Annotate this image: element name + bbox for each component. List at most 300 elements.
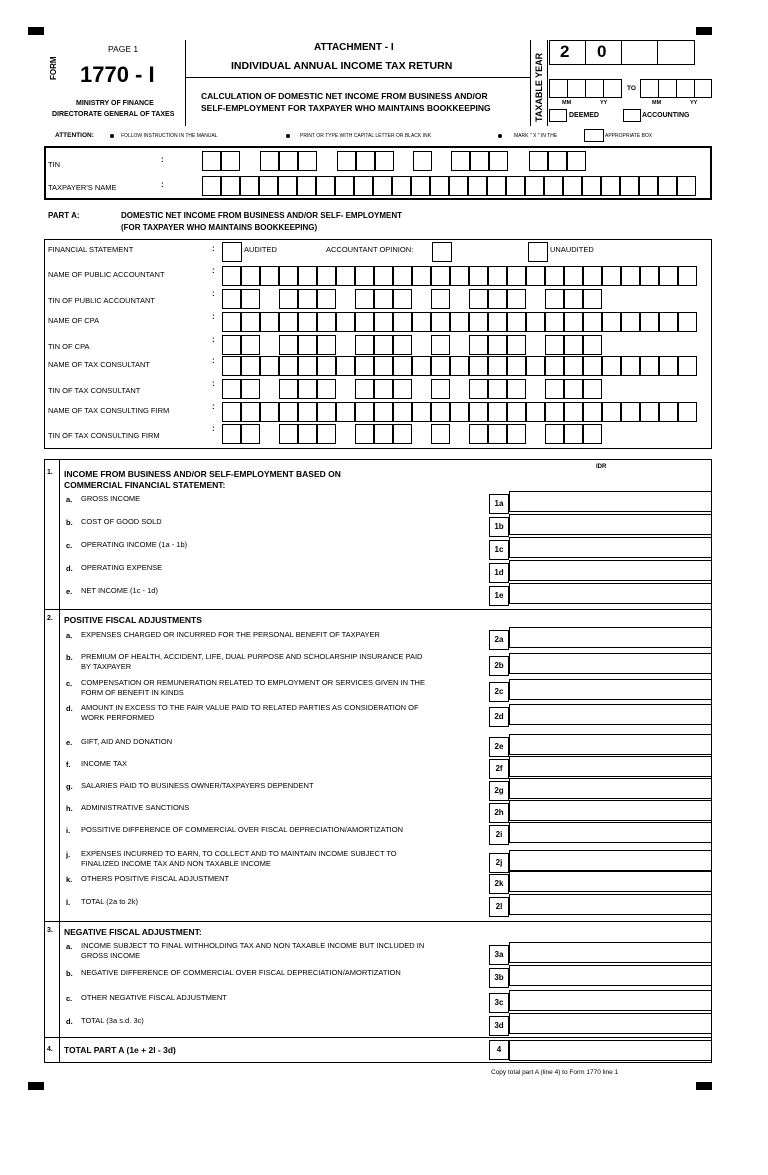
name-char-box[interactable] xyxy=(335,176,354,196)
tin-digit-box[interactable] xyxy=(489,151,508,171)
amount-field[interactable] xyxy=(509,800,712,821)
name-char-box[interactable] xyxy=(621,402,640,422)
amount-field[interactable] xyxy=(509,990,712,1011)
tin-digit-box[interactable] xyxy=(507,424,526,444)
to-label: TO xyxy=(627,85,636,92)
tin-digit-box[interactable] xyxy=(221,151,240,171)
name-char-box[interactable] xyxy=(602,402,621,422)
name-char-box[interactable] xyxy=(221,176,240,196)
item-letter: d. xyxy=(66,704,73,713)
name-char-box[interactable] xyxy=(620,176,639,196)
part-a-title-line-1: DOMESTIC NET INCOME FROM BUSINESS AND/OR SELF- EMPLOYMENT xyxy=(121,211,403,220)
name-char-box[interactable] xyxy=(449,176,468,196)
name-char-box[interactable] xyxy=(469,402,488,422)
name-char-box[interactable] xyxy=(241,402,260,422)
amount-field[interactable] xyxy=(509,537,712,558)
name-char-box[interactable] xyxy=(677,176,696,196)
deemed-label: DEEMED xyxy=(569,112,599,119)
name-char-box[interactable] xyxy=(222,266,241,286)
item-description: ADMINISTRATIVE SANCTIONS xyxy=(81,803,190,812)
name-char-box[interactable] xyxy=(316,176,335,196)
tin-digit-box[interactable] xyxy=(279,335,298,355)
name-char-box[interactable] xyxy=(488,312,507,332)
tin-digit-box[interactable] xyxy=(279,379,298,399)
item-description: AMOUNT IN EXCESS TO THE FAIR VALUE PAID TO RELATED PARTIES AS CONSIDERATION OF xyxy=(81,703,419,712)
name-char-box[interactable] xyxy=(259,176,278,196)
name-char-box[interactable] xyxy=(544,176,563,196)
name-char-box[interactable] xyxy=(469,312,488,332)
line-code: 1a xyxy=(489,494,509,514)
amount-field[interactable] xyxy=(509,894,712,915)
currency-label: IDR xyxy=(596,464,607,470)
tin-digit-box[interactable] xyxy=(413,151,432,171)
tin-digit-box[interactable] xyxy=(548,151,567,171)
tin-digit-box[interactable] xyxy=(241,379,260,399)
name-char-box[interactable] xyxy=(374,266,393,286)
name-char-box[interactable] xyxy=(411,176,430,196)
amount-field[interactable] xyxy=(509,734,712,755)
amount-field[interactable] xyxy=(509,778,712,799)
item-letter: e. xyxy=(66,738,73,747)
tin-digit-box[interactable] xyxy=(507,379,526,399)
name-char-box[interactable] xyxy=(564,402,583,422)
name-char-box[interactable] xyxy=(412,402,431,422)
tin-digit-box[interactable] xyxy=(355,424,374,444)
tin-digit-box[interactable] xyxy=(529,151,548,171)
deemed-checkbox[interactable] xyxy=(549,109,567,122)
accountant-row-label: TIN OF TAX CONSULTING FIRM xyxy=(48,431,160,440)
name-char-box[interactable] xyxy=(336,402,355,422)
name-char-box[interactable] xyxy=(279,312,298,332)
tin-digit-box[interactable] xyxy=(488,335,507,355)
name-char-box[interactable] xyxy=(507,402,526,422)
tin-digit-box[interactable] xyxy=(222,424,241,444)
tin-digit-box[interactable] xyxy=(260,151,279,171)
name-char-box[interactable] xyxy=(355,402,374,422)
tin-digit-box[interactable] xyxy=(469,424,488,444)
tin-digit-box[interactable] xyxy=(507,335,526,355)
line-code: 2d xyxy=(489,707,509,727)
name-char-box[interactable] xyxy=(545,312,564,332)
item-letter: f. xyxy=(66,760,71,769)
tin-digit-box[interactable] xyxy=(545,424,564,444)
line-code: 3a xyxy=(489,945,509,965)
name-char-box[interactable] xyxy=(297,176,316,196)
name-char-box[interactable] xyxy=(355,266,374,286)
item-description: TOTAL (2a to 2k) xyxy=(81,897,138,906)
accountant-row-label: NAME OF TAX CONSULTING FIRM xyxy=(48,406,170,415)
amount-field[interactable] xyxy=(509,560,712,581)
tin-digit-box[interactable] xyxy=(355,289,374,309)
tin-digit-box[interactable] xyxy=(507,289,526,309)
name-char-box[interactable] xyxy=(526,356,545,376)
amount-field[interactable] xyxy=(509,965,712,986)
name-char-box[interactable] xyxy=(621,312,640,332)
name-char-box[interactable] xyxy=(393,266,412,286)
item-description: OPERATING INCOME (1a - 1b) xyxy=(81,540,188,549)
name-char-box[interactable] xyxy=(545,356,564,376)
tin-digit-box[interactable] xyxy=(583,289,602,309)
name-char-box[interactable] xyxy=(278,176,297,196)
name-char-box[interactable] xyxy=(488,266,507,286)
name-char-box[interactable] xyxy=(583,402,602,422)
tin-digit-box[interactable] xyxy=(431,289,450,309)
name-char-box[interactable] xyxy=(583,266,602,286)
tin-digit-box[interactable] xyxy=(298,151,317,171)
item-description: EXPENSES CHARGED OR INCURRED FOR THE PERSONAL BENEFIT OF TAXPAYER xyxy=(81,630,380,639)
tin-digit-box[interactable] xyxy=(241,424,260,444)
name-char-box[interactable] xyxy=(658,176,677,196)
item-description: NET INCOME (1c - 1d) xyxy=(81,586,158,595)
name-char-box[interactable] xyxy=(412,356,431,376)
tin-digit-box[interactable] xyxy=(393,335,412,355)
audited-label: AUDITED xyxy=(244,245,277,254)
tin-digit-box[interactable] xyxy=(241,335,260,355)
taxable-year-box[interactable] xyxy=(549,40,695,65)
name-char-box[interactable] xyxy=(659,356,678,376)
tin-digit-box[interactable] xyxy=(375,151,394,171)
registration-mark-top-left xyxy=(28,27,44,35)
accountant-row-label: NAME OF CPA xyxy=(48,316,100,325)
tin-digit-box[interactable] xyxy=(241,289,260,309)
line-code: 2k xyxy=(489,874,509,894)
name-char-box[interactable] xyxy=(659,402,678,422)
tin-digit-box[interactable] xyxy=(545,379,564,399)
name-char-box[interactable] xyxy=(507,266,526,286)
tin-digit-box[interactable] xyxy=(545,289,564,309)
row-colon: : xyxy=(212,335,215,344)
name-char-box[interactable] xyxy=(240,176,259,196)
name-char-box[interactable] xyxy=(659,266,678,286)
name-char-box[interactable] xyxy=(298,312,317,332)
line-code: 2l xyxy=(489,897,509,917)
item-description: COMPENSATION OR REMUNERATION RELATED TO EMPLOYMENT OR SERVICES GIVEN IN THE xyxy=(81,678,425,687)
name-char-box[interactable] xyxy=(374,356,393,376)
tin-digit-box[interactable] xyxy=(545,335,564,355)
amount-field[interactable] xyxy=(509,653,712,674)
name-char-box[interactable] xyxy=(241,312,260,332)
name-char-box[interactable] xyxy=(450,356,469,376)
tin-digit-box[interactable] xyxy=(298,379,317,399)
item-description-line-2: BY TAXPAYER xyxy=(81,662,132,671)
name-char-box[interactable] xyxy=(525,176,544,196)
accountant-opinion-label: ACCOUNTANT OPINION: xyxy=(326,245,414,254)
tin-digit-box[interactable] xyxy=(355,379,374,399)
name-char-box[interactable] xyxy=(373,176,392,196)
tin-digit-box[interactable] xyxy=(431,335,450,355)
name-char-box[interactable] xyxy=(317,402,336,422)
amount-field[interactable] xyxy=(509,679,712,700)
name-char-box[interactable] xyxy=(241,266,260,286)
amount-field[interactable] xyxy=(509,942,712,963)
tin-digit-box[interactable] xyxy=(564,379,583,399)
item-letter: b. xyxy=(66,969,73,978)
line-code: 1c xyxy=(489,540,509,560)
name-char-box[interactable] xyxy=(430,176,449,196)
amount-field[interactable] xyxy=(509,1013,712,1034)
name-char-box[interactable] xyxy=(545,402,564,422)
name-char-box[interactable] xyxy=(393,312,412,332)
name-char-box[interactable] xyxy=(678,402,697,422)
name-char-box[interactable] xyxy=(469,266,488,286)
tin-digit-box[interactable] xyxy=(583,335,602,355)
item-description: OTHERS POSITIVE FISCAL ADJUSTMENT xyxy=(81,874,230,883)
accountant-opinion-checkbox[interactable] xyxy=(432,242,452,262)
name-char-box[interactable] xyxy=(450,312,469,332)
tin-digit-box[interactable] xyxy=(279,151,298,171)
tin-digit-box[interactable] xyxy=(488,424,507,444)
row-colon: : xyxy=(212,266,215,275)
line-code: 2h xyxy=(489,803,509,823)
name-char-box[interactable] xyxy=(526,402,545,422)
tin-digit-box[interactable] xyxy=(431,379,450,399)
name-char-box[interactable] xyxy=(507,312,526,332)
tin-digit-box[interactable] xyxy=(564,424,583,444)
name-char-box[interactable] xyxy=(260,402,279,422)
tin-digit-box[interactable] xyxy=(374,424,393,444)
name-char-box[interactable] xyxy=(487,176,506,196)
name-char-box[interactable] xyxy=(298,266,317,286)
tin-digit-box[interactable] xyxy=(222,335,241,355)
tin-digit-box[interactable] xyxy=(469,289,488,309)
amount-field[interactable] xyxy=(509,756,712,777)
amount-field[interactable] xyxy=(509,491,712,512)
tin-digit-box[interactable] xyxy=(222,289,241,309)
name-char-box[interactable] xyxy=(488,356,507,376)
name-char-box[interactable] xyxy=(374,402,393,422)
name-char-box[interactable] xyxy=(374,312,393,332)
row-colon: : xyxy=(212,356,215,365)
name-char-box[interactable] xyxy=(354,176,373,196)
name-char-box[interactable] xyxy=(298,356,317,376)
registration-mark-bottom-left xyxy=(28,1082,44,1090)
name-char-box[interactable] xyxy=(279,402,298,422)
name-char-box[interactable] xyxy=(431,356,450,376)
name-char-box[interactable] xyxy=(392,176,411,196)
tin-digit-box[interactable] xyxy=(393,424,412,444)
amount-field[interactable] xyxy=(509,850,712,871)
name-char-box[interactable] xyxy=(222,312,241,332)
tin-digit-box[interactable] xyxy=(374,335,393,355)
tin-digit-box[interactable] xyxy=(317,289,336,309)
name-char-box[interactable] xyxy=(336,312,355,332)
row-colon: : xyxy=(212,312,215,321)
name-char-box[interactable] xyxy=(640,266,659,286)
name-char-box[interactable] xyxy=(355,356,374,376)
name-char-box[interactable] xyxy=(621,266,640,286)
name-char-box[interactable] xyxy=(412,312,431,332)
name-char-box[interactable] xyxy=(412,266,431,286)
item-letter: b. xyxy=(66,518,73,527)
line-code: 2j xyxy=(489,853,509,873)
unaudited-checkbox[interactable] xyxy=(528,242,548,262)
amount-field[interactable] xyxy=(509,704,712,725)
tin-digit-box[interactable] xyxy=(393,379,412,399)
name-char-box[interactable] xyxy=(639,176,658,196)
row-colon: : xyxy=(212,402,215,411)
tin-digit-box[interactable] xyxy=(564,335,583,355)
name-char-box[interactable] xyxy=(241,356,260,376)
name-char-box[interactable] xyxy=(393,402,412,422)
name-char-box[interactable] xyxy=(202,176,221,196)
item-letter: l. xyxy=(66,898,71,907)
tin-digit-box[interactable] xyxy=(393,289,412,309)
bullet-icon xyxy=(498,134,502,138)
tin-digit-box[interactable] xyxy=(488,289,507,309)
name-char-box[interactable] xyxy=(260,266,279,286)
tin-digit-box[interactable] xyxy=(469,335,488,355)
tin-digit-box[interactable] xyxy=(567,151,586,171)
amount-field[interactable] xyxy=(509,627,712,648)
line-code: 4 xyxy=(489,1040,509,1060)
tin-digit-box[interactable] xyxy=(317,379,336,399)
name-char-box[interactable] xyxy=(298,402,317,422)
tin-digit-box[interactable] xyxy=(337,151,356,171)
name-char-box[interactable] xyxy=(563,176,582,196)
unaudited-label: UNAUDITED xyxy=(550,245,594,254)
name-char-box[interactable] xyxy=(279,356,298,376)
name-char-box[interactable] xyxy=(564,266,583,286)
registration-mark-bottom-right xyxy=(696,1082,712,1090)
section-title-line-2: COMMERCIAL FINANCIAL STATEMENT: xyxy=(64,480,226,490)
tin-digit-box[interactable] xyxy=(374,379,393,399)
name-char-box[interactable] xyxy=(507,356,526,376)
year-digit-1: 2 xyxy=(560,42,570,61)
name-char-box[interactable] xyxy=(545,266,564,286)
name-char-box[interactable] xyxy=(582,176,601,196)
name-char-box[interactable] xyxy=(640,356,659,376)
tin-colon: : xyxy=(161,155,164,164)
part-a-label: PART A: xyxy=(48,211,80,220)
item-description: OPERATING EXPENSE xyxy=(81,563,163,572)
name-char-box[interactable] xyxy=(583,356,602,376)
tin-digit-box[interactable] xyxy=(298,289,317,309)
tin-digit-box[interactable] xyxy=(583,424,602,444)
tin-digit-box[interactable] xyxy=(583,379,602,399)
attention-bar xyxy=(44,128,712,144)
tin-digit-box[interactable] xyxy=(451,151,470,171)
tin-digit-box[interactable] xyxy=(356,151,375,171)
name-char-box[interactable] xyxy=(393,356,412,376)
name-char-box[interactable] xyxy=(602,312,621,332)
amount-field[interactable] xyxy=(509,514,712,535)
accounting-label: ACCOUNTING xyxy=(642,112,690,119)
name-char-box[interactable] xyxy=(431,402,450,422)
line-code: 2i xyxy=(489,825,509,845)
name-char-box[interactable] xyxy=(468,176,487,196)
name-char-box[interactable] xyxy=(659,312,678,332)
yy-label-start: YY xyxy=(600,100,608,106)
audited-checkbox[interactable] xyxy=(222,242,242,262)
name-char-box[interactable] xyxy=(450,402,469,422)
tin-digit-box[interactable] xyxy=(470,151,489,171)
tin-digit-box[interactable] xyxy=(317,424,336,444)
accounting-checkbox[interactable] xyxy=(623,109,641,122)
item-letter: c. xyxy=(66,541,73,550)
financial-statement-colon: : xyxy=(212,244,215,253)
name-char-box[interactable] xyxy=(450,266,469,286)
form-title: INDIVIDUAL ANNUAL INCOME TAX RETURN xyxy=(231,60,453,72)
tin-digit-box[interactable] xyxy=(374,289,393,309)
tin-digit-box[interactable] xyxy=(279,289,298,309)
tin-digit-box[interactable] xyxy=(279,424,298,444)
tin-digit-box[interactable] xyxy=(431,424,450,444)
tin-digit-box[interactable] xyxy=(564,289,583,309)
name-char-box[interactable] xyxy=(317,356,336,376)
name-char-box[interactable] xyxy=(336,266,355,286)
tin-digit-box[interactable] xyxy=(202,151,221,171)
name-char-box[interactable] xyxy=(621,356,640,376)
line-code: 2b xyxy=(489,656,509,676)
name-colon: : xyxy=(161,180,164,189)
name-char-box[interactable] xyxy=(317,266,336,286)
total-amount-field[interactable] xyxy=(509,1040,712,1061)
name-char-box[interactable] xyxy=(488,402,507,422)
item-description-line-2: FORM OF BENEFIT IN KINDS xyxy=(81,688,184,697)
name-char-box[interactable] xyxy=(678,266,697,286)
name-char-box[interactable] xyxy=(564,356,583,376)
attention-item-print: PRINT OR TYPE WITH CAPITAL LETTER OR BLACK INK xyxy=(300,133,431,139)
line-code: 3d xyxy=(489,1016,509,1036)
name-char-box[interactable] xyxy=(583,312,602,332)
item-description: COST OF GOOD SOLD xyxy=(81,517,162,526)
name-char-box[interactable] xyxy=(222,356,241,376)
item-letter: b. xyxy=(66,653,73,662)
name-char-box[interactable] xyxy=(279,266,298,286)
tin-digit-box[interactable] xyxy=(298,424,317,444)
item-letter: e. xyxy=(66,587,73,596)
total-label: TOTAL PART A (1e + 2l - 3d) xyxy=(64,1045,176,1055)
bullet-icon xyxy=(110,134,114,138)
tin-digit-box[interactable] xyxy=(298,335,317,355)
tin-digit-box[interactable] xyxy=(488,379,507,399)
name-char-box[interactable] xyxy=(678,312,697,332)
name-char-box[interactable] xyxy=(431,312,450,332)
line-code: 2c xyxy=(489,682,509,702)
name-char-box[interactable] xyxy=(678,356,697,376)
mm-label-start: MM xyxy=(562,100,572,106)
item-letter: j. xyxy=(66,850,71,859)
name-char-box[interactable] xyxy=(526,266,545,286)
name-char-box[interactable] xyxy=(601,176,620,196)
amount-field[interactable] xyxy=(509,583,712,604)
form-side-label: FORM xyxy=(49,56,58,80)
name-char-box[interactable] xyxy=(602,266,621,286)
tin-digit-box[interactable] xyxy=(469,379,488,399)
amount-field[interactable] xyxy=(509,871,712,892)
name-char-box[interactable] xyxy=(602,356,621,376)
name-char-box[interactable] xyxy=(260,356,279,376)
tin-digit-box[interactable] xyxy=(222,379,241,399)
item-letter: k. xyxy=(66,875,73,884)
name-char-box[interactable] xyxy=(469,356,488,376)
section-number: 2. xyxy=(47,615,53,622)
tin-digit-box[interactable] xyxy=(355,335,374,355)
name-char-box[interactable] xyxy=(431,266,450,286)
name-char-box[interactable] xyxy=(355,312,374,332)
name-char-box[interactable] xyxy=(640,402,659,422)
name-char-box[interactable] xyxy=(317,312,336,332)
name-char-box[interactable] xyxy=(260,312,279,332)
name-char-box[interactable] xyxy=(564,312,583,332)
name-char-box[interactable] xyxy=(526,312,545,332)
name-char-box[interactable] xyxy=(506,176,525,196)
amount-field[interactable] xyxy=(509,822,712,843)
tin-digit-box[interactable] xyxy=(317,335,336,355)
name-char-box[interactable] xyxy=(336,356,355,376)
name-char-box[interactable] xyxy=(222,402,241,422)
name-char-box[interactable] xyxy=(640,312,659,332)
